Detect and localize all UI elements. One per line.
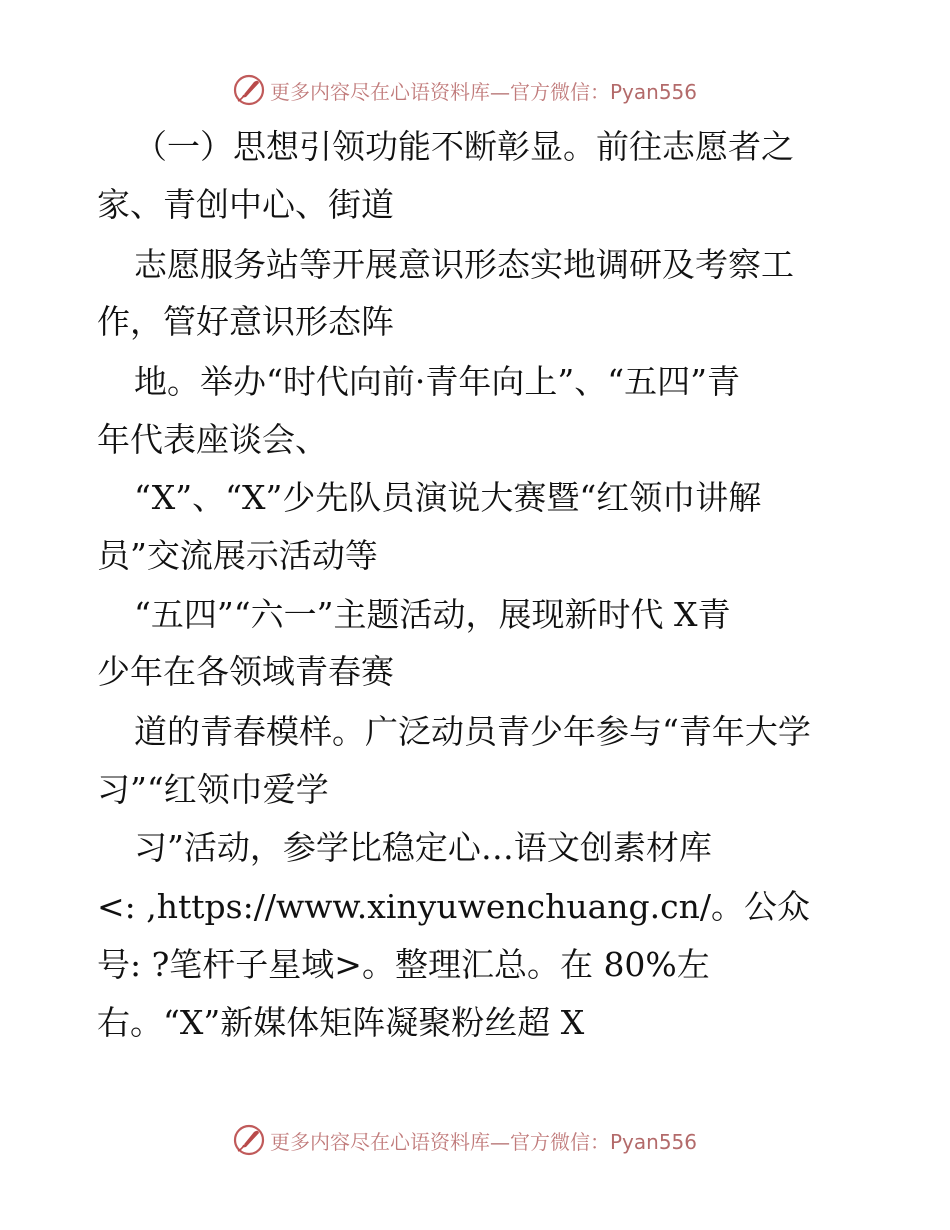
body-line-14: <: ,https://www.xinyuwenchuang.cn/。公众 — [97, 887, 810, 926]
quill-pen-logo-icon — [232, 1123, 266, 1157]
header-banner-text: 更多内容尽在心语资料库—官方微信：Pyan556 — [270, 79, 698, 104]
body-line-4: 作，管好意识形态阵 — [97, 302, 394, 341]
footer-banner — [232, 1122, 697, 1158]
body-line-2: 家、青创中心、街道 — [97, 185, 394, 224]
body-line-15: 号: ?笔杆子星域>。整理汇总。在 80%左 — [97, 945, 710, 984]
body-line-13: 习”活动，参学比稳定心…语文创素材库 — [134, 828, 712, 867]
body-line-12: 习”“红领巾爱学 — [97, 770, 329, 809]
body-line-16: 右。“X”新媒体矩阵凝聚粉丝超 X — [97, 1003, 585, 1042]
body-line-10: 少年在各领域青春赛 — [97, 652, 394, 691]
body-line-1: （一）思想引领功能不断彰显。前往志愿者之 — [134, 127, 794, 166]
body-line-6: 年代表座谈会、 — [97, 420, 328, 459]
body-line-7: “X”、“X”少先队员演说大赛暨“红领巾讲解 — [134, 478, 762, 517]
body-line-9: “五四”“六一”主题活动，展现新时代 X青 — [134, 595, 731, 634]
body-line-3: 志愿服务站等开展意识形态实地调研及考察工 — [134, 245, 794, 284]
body-line-8: 员”交流展示活动等 — [97, 536, 378, 575]
footer-banner-text: 更多内容尽在心语资料库—官方微信：Pyan556 — [270, 1129, 698, 1154]
body-line-11: 道的青春模样。广泛动员青少年参与“青年大学 — [134, 712, 811, 751]
body-line-5: 地。举办“时代向前·青年向上”、“五四”青 — [134, 362, 740, 401]
